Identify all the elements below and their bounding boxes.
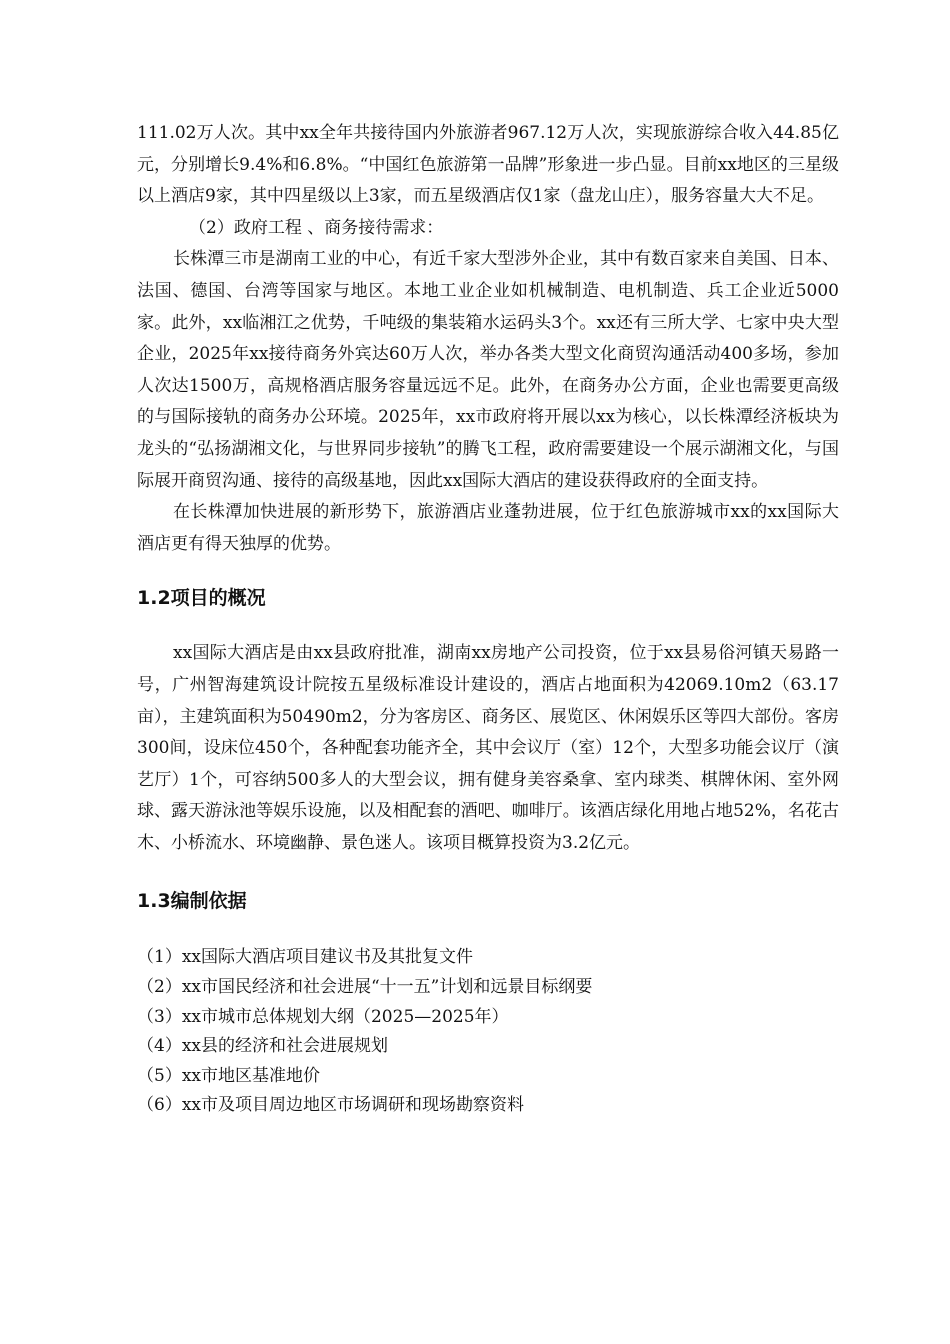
document-body [137, 118, 839, 1121]
section-heading-basis: 1.3编制依据 [137, 890, 247, 913]
list-item: （2）xx市国民经济和社会进展“十一五”计划和远景目标纲要 [137, 977, 593, 998]
paragraph-advantage: 在长株潭加快进展的新形势下，旅游酒店业蓬勃进展，位于红色旅游城市xx的xx国际大酒店更有得天独厚的优势。 [137, 502, 839, 554]
list-item: （6）xx市及项目周边地区市场调研和现场勘察资料 [137, 1095, 524, 1116]
paragraph-tourism-stats: 111.02万人次。其中xx全年共接待国内外旅游者967.12万人次，实现旅游综合收入44.85亿元，分别增长9.4%和6.8%。“中国红色旅游第一品牌”形象进一步凸显。目前xx地区的三星级以上酒店9家，其中四星级以上3家，而五星级酒店仅1家（盘龙山庄），服务容量大大不足。 [137, 123, 839, 207]
list-item: （5）xx市地区基准地价 [137, 1065, 320, 1086]
section-heading-project-overview: 1.2项目的概况 [137, 587, 266, 610]
reference-list [137, 943, 839, 1121]
list-item: （4）xx县的经济和社会进展规划 [137, 1036, 388, 1057]
list-item: （3）xx市城市总体规划大纲（2025—2025年） [137, 1006, 509, 1027]
paragraph-business-demand: 长株潭三市是湖南工业的中心，有近千家大型涉外企业，其中有数百家来自美国、日本、法国、德国、台湾等国家与地区。本地工业企业如机械制造、电机制造、兵工企业近5000家。此外，xx临湘江之优势，千吨级的集装箱水运码头3个。xx还有三所大学、七家中央大型企业，2025年xx接待商务外宾达60万人次，举办各类大型文化商贸沟通活动400多场，参加人次达1500万，高规格酒店服务容量远远不足。此外，在商务办公方面，企业也需要更高级的与国际接轨的商务办公环境。2025年，xx市政府将开展以xx为核心，以长株潭经济板块为龙头的“弘扬湖湘文化，与世界同步接轨”的腾飞工程，政府需要建设一个展示湖湘文化，与国际展开商贸沟通、接待的高级基地，因此xx国际大酒店的建设获得政府的全面支持。 [137, 249, 839, 491]
list-item: （1）xx国际大酒店项目建议书及其批复文件 [137, 947, 473, 968]
subheading-government-business: （2）政府工程 、商务接待需求： [189, 217, 444, 238]
paragraph-project-overview: xx国际大酒店是由xx县政府批准，湖南xx房地产公司投资，位于xx县易俗河镇天易路一号，广州智海建筑设计院按五星级标准设计建设的，酒店占地面积为42069.10m2（63.17亩），主建筑面积为50490m2，分为客房区、商务区、展览区、休闲娱乐区等四大部份。客房300间，设床位450个，各种配套功能齐全，其中会议厅（室）12个，大型多功能会议厅（演艺厅）1个，可容纳500多人的大型会议，拥有健身美容桑拿、室内球类、棋牌休闲、室外网球、露天游泳池等娱乐设施，以及相配套的酒吧、咖啡厅。该酒店绿化用地占地52%，名花古木、小桥流水、环境幽静、景色迷人。该项目概算投资为3.2亿元。 [137, 643, 839, 853]
